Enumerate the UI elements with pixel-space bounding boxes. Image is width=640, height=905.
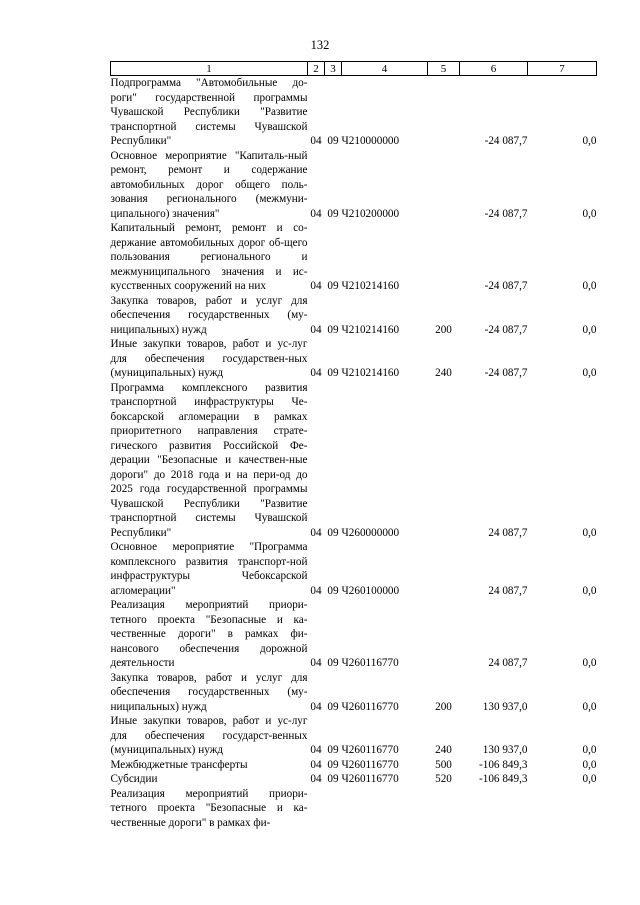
row-section: 04 bbox=[310, 758, 322, 771]
row-amount-2: 0,0 bbox=[582, 758, 597, 771]
row-name: Основное мероприятие "Программа комплексного развития транспорт-ной инфраструктуры Чебоксарской агломерации" bbox=[110, 541, 308, 597]
row-expense-type: 200 bbox=[435, 700, 452, 713]
row-amount-2: 0,0 bbox=[582, 657, 597, 669]
row-expense-type: 520 bbox=[435, 773, 452, 785]
row-section bbox=[308, 787, 325, 831]
row-subsection: 09 bbox=[327, 773, 339, 785]
row-name: Подпрограмма "Автомобильные до-роги" государственной программы Чувашской Республики "Развитие транспортной системы Чувашской Республики" bbox=[110, 77, 308, 147]
row-subsection: 09 bbox=[327, 700, 339, 713]
header-col-5: 5 bbox=[428, 62, 460, 76]
row-amount-1: -24 087,7 bbox=[484, 280, 528, 292]
table-row bbox=[111, 787, 597, 831]
row-subsection: 09 bbox=[327, 526, 339, 539]
row-amount-1: -106 849,3 bbox=[479, 758, 528, 771]
header-col-2: 2 bbox=[308, 62, 325, 76]
row-target-code: Ч260116770 bbox=[341, 744, 399, 756]
row-subsection bbox=[325, 787, 342, 831]
row-amount-2: 0,0 bbox=[582, 367, 597, 379]
header-col-6: 6 bbox=[460, 62, 528, 76]
row-amount-1: -106 849,3 bbox=[479, 773, 528, 785]
table-row bbox=[111, 772, 597, 787]
table-header-row bbox=[111, 62, 597, 76]
row-section: 04 bbox=[310, 657, 322, 669]
row-name: Основное мероприятие "Капиталь-ный ремонт, ремонт и содержание автомобильных дорог общего поль-зования регионального (межмуни-ципального) значения" bbox=[110, 149, 308, 220]
row-section: 04 bbox=[310, 135, 322, 147]
table-row bbox=[111, 221, 597, 294]
row-name: Закупка товаров, работ и услуг для обеспечения государственных (му-ниципальных) нужд bbox=[110, 671, 308, 713]
row-subsection: 09 bbox=[327, 584, 339, 597]
row-expense-type: 240 bbox=[435, 744, 452, 756]
row-subsection: 09 bbox=[327, 758, 339, 771]
row-expense-type bbox=[428, 598, 460, 671]
table-row bbox=[111, 758, 597, 773]
row-target-code: Ч260116770 bbox=[341, 700, 399, 713]
row-section: 04 bbox=[310, 207, 322, 220]
row-name: Реализация мероприятий приори-тетного проекта "Безопасные и ка-чественные дороги" в рамках фи- bbox=[110, 787, 308, 829]
table-row bbox=[111, 381, 597, 541]
row-amount-1 bbox=[460, 787, 528, 831]
table-row bbox=[111, 294, 597, 338]
row-expense-type: 200 bbox=[435, 323, 452, 336]
row-subsection: 09 bbox=[327, 280, 339, 292]
row-amount-1: 130 937,0 bbox=[482, 700, 528, 713]
row-target-code: Ч260100000 bbox=[341, 584, 400, 597]
row-amount-1: 24 087,7 bbox=[488, 657, 528, 669]
table-row bbox=[111, 337, 597, 381]
row-expense-type bbox=[428, 149, 460, 222]
row-expense-type: 240 bbox=[435, 367, 452, 379]
row-section: 04 bbox=[310, 744, 322, 756]
row-subsection: 09 bbox=[327, 367, 339, 379]
header-col-1: 1 bbox=[111, 62, 308, 76]
row-section: 04 bbox=[310, 773, 322, 785]
row-name: Межбюджетные трансферты bbox=[110, 758, 248, 771]
row-target-code: Ч210214160 bbox=[341, 367, 400, 379]
row-name: Иные закупки товаров, работ и ус-луг для обеспечения государствен-ных (муниципальных) нужд bbox=[110, 338, 308, 379]
header-col-4: 4 bbox=[342, 62, 428, 76]
row-expense-type bbox=[428, 787, 460, 831]
row-amount-2 bbox=[528, 787, 597, 831]
row-section: 04 bbox=[310, 280, 322, 292]
row-expense-type: 500 bbox=[435, 758, 452, 771]
row-amount-2: 0,0 bbox=[582, 584, 597, 597]
row-section: 04 bbox=[310, 700, 322, 713]
row-amount-1: 24 087,7 bbox=[488, 584, 528, 597]
table-row bbox=[111, 671, 597, 715]
row-amount-1: 130 937,0 bbox=[482, 744, 528, 756]
page-number: 132 bbox=[310, 38, 330, 52]
row-name: Субсидии bbox=[110, 773, 158, 785]
row-target-code: Ч260000000 bbox=[341, 526, 400, 539]
row-name: Программа комплексного развития транспортной инфраструктуры Че-боксарской агломерации в рамках приоритетного направления страте-гического развития Российской Фе-дерации "Безопасные и качествен-ные дороги" до 2018 года и на пери-од до 2025 года государственной программы Чувашской Республики "Развитие транспортной системы Чувашской Республики" bbox=[110, 381, 308, 539]
table-row bbox=[111, 149, 597, 222]
row-amount-1: -24 087,7 bbox=[484, 367, 528, 379]
row-target-code: Ч210214160 bbox=[341, 323, 400, 336]
row-subsection: 09 bbox=[327, 744, 339, 756]
row-name: Закупка товаров, работ и услуг для обеспечения государственных (му-ниципальных) нужд bbox=[110, 294, 308, 336]
table-row bbox=[111, 76, 597, 149]
row-section: 04 bbox=[310, 323, 322, 336]
row-expense-type bbox=[428, 540, 460, 598]
row-target-code: Ч260116770 bbox=[341, 758, 399, 771]
row-subsection: 09 bbox=[327, 135, 339, 147]
row-target-code: Ч260116770 bbox=[341, 657, 399, 669]
row-amount-2: 0,0 bbox=[582, 744, 597, 756]
row-name: Иные закупки товаров, работ и ус-луг для обеспечения государст-венных (муниципальных) нужд bbox=[110, 715, 308, 756]
row-expense-type bbox=[428, 221, 460, 294]
header-col-3: 3 bbox=[325, 62, 342, 76]
row-target-code: Ч210000000 bbox=[341, 135, 400, 147]
row-amount-2: 0,0 bbox=[582, 323, 597, 336]
budget-table bbox=[110, 61, 597, 830]
row-amount-1: -24 087,7 bbox=[484, 323, 528, 336]
row-expense-type bbox=[428, 76, 460, 149]
row-target-code bbox=[342, 787, 428, 831]
row-name: Реализация мероприятий приори-тетного проекта "Безопасные и ка-чественные дороги" в рамках фи-нансового обеспечения дорожной деятельности bbox=[110, 599, 308, 669]
row-target-code: Ч210200000 bbox=[341, 207, 400, 220]
row-amount-2: 0,0 bbox=[582, 207, 597, 220]
table-row bbox=[111, 540, 597, 598]
row-amount-2: 0,0 bbox=[582, 773, 597, 785]
row-subsection: 09 bbox=[327, 323, 339, 336]
table-row bbox=[111, 598, 597, 671]
row-subsection: 09 bbox=[327, 207, 339, 220]
row-amount-1: -24 087,7 bbox=[484, 207, 528, 220]
header-col-7: 7 bbox=[528, 62, 597, 76]
row-amount-2: 0,0 bbox=[582, 526, 597, 539]
row-amount-2: 0,0 bbox=[582, 700, 597, 713]
row-amount-2: 0,0 bbox=[582, 280, 597, 292]
row-amount-1: 24 087,7 bbox=[488, 526, 528, 539]
row-section: 04 bbox=[310, 526, 322, 539]
row-expense-type bbox=[428, 381, 460, 541]
row-target-code: Ч210214160 bbox=[341, 280, 400, 292]
row-section: 04 bbox=[310, 367, 322, 379]
row-section: 04 bbox=[310, 584, 322, 597]
row-subsection: 09 bbox=[327, 657, 339, 669]
row-name: Капитальный ремонт, ремонт и со-держание автомобильных дорог об-щего пользования регионального и межмуниципального значения и ис-кусственных сооружений на них bbox=[110, 222, 308, 292]
row-target-code: Ч260116770 bbox=[341, 773, 399, 785]
row-amount-2: 0,0 bbox=[582, 135, 597, 147]
table-row bbox=[111, 714, 597, 758]
row-amount-1: -24 087,7 bbox=[484, 135, 528, 147]
